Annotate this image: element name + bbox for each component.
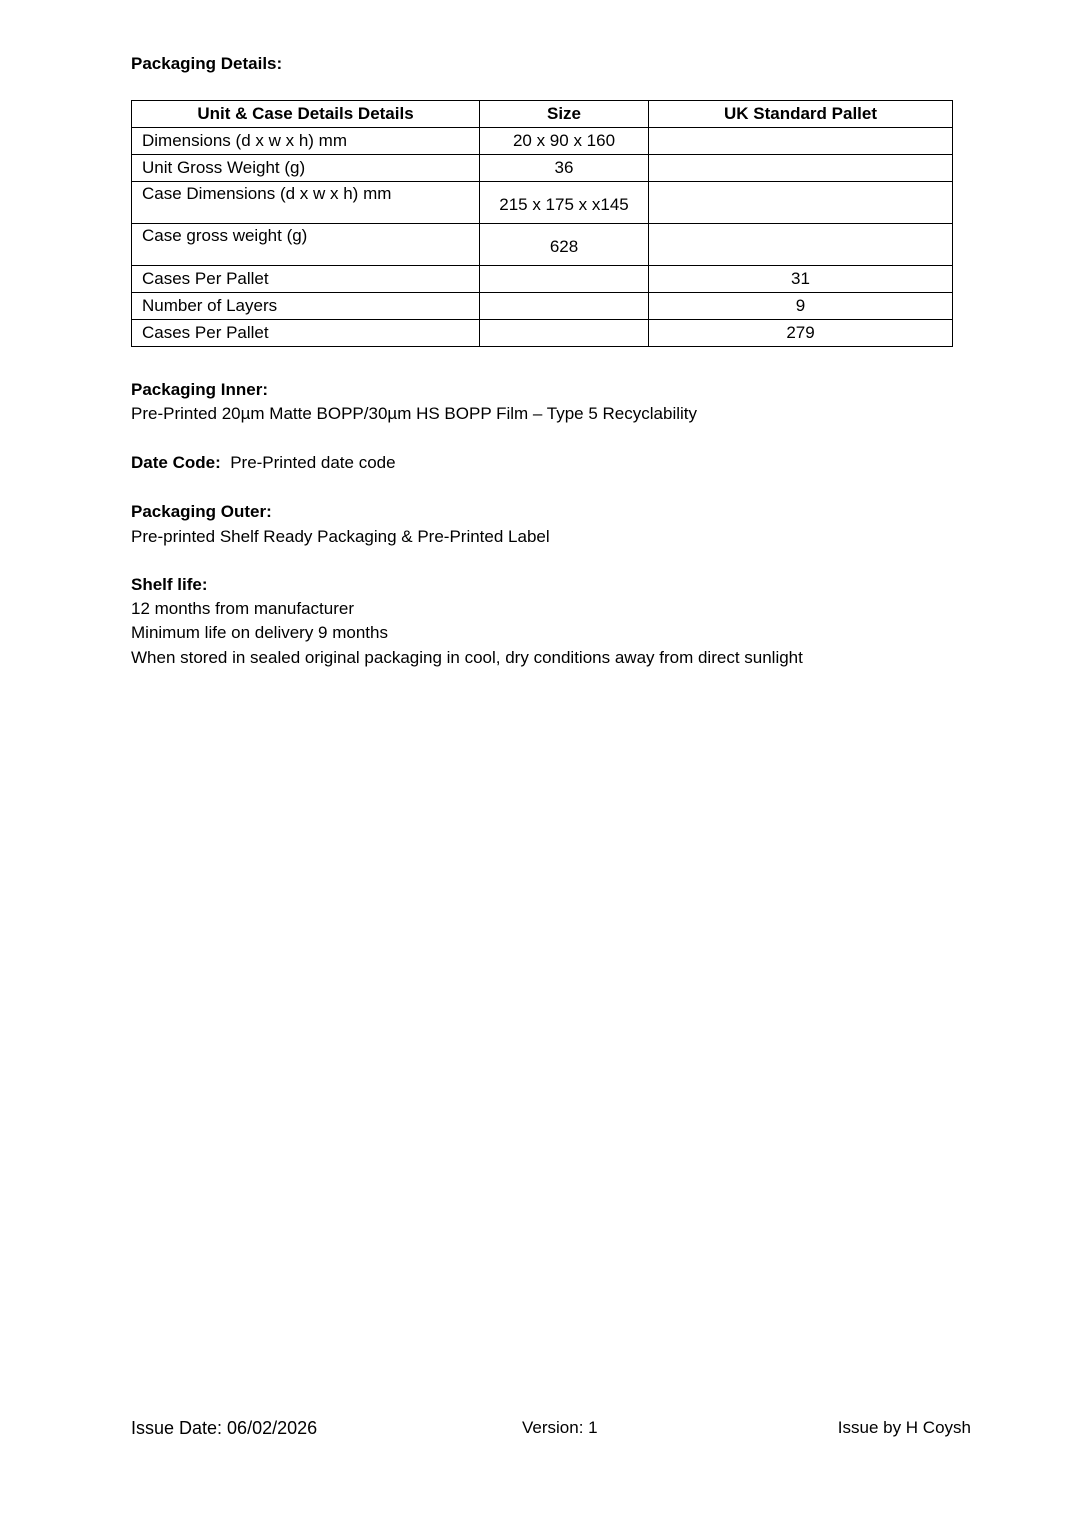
packaging-inner-heading: Packaging Inner: — [131, 380, 268, 399]
row-label: Number of Layers — [132, 293, 480, 320]
table-row — [132, 224, 953, 266]
row-size: 215 x 175 x x145 — [480, 182, 649, 224]
packaging-inner-text: Pre-Printed 20µm Matte BOPP/30µm HS BOPP Film – Type 5 Recyclability — [131, 404, 697, 423]
table-row — [132, 182, 953, 224]
date-code-heading: Date Code: — [131, 453, 221, 472]
row-size — [480, 266, 649, 293]
row-pallet: 31 — [649, 266, 953, 293]
table-row — [132, 128, 953, 155]
table-row — [132, 320, 953, 347]
packaging-outer-heading: Packaging Outer: — [131, 502, 272, 521]
row-pallet: 279 — [649, 320, 953, 347]
date-code-text: Pre-Printed date code — [230, 453, 396, 472]
shelf-life-line: Minimum life on delivery 9 months — [131, 623, 388, 642]
row-pallet: 9 — [649, 293, 953, 320]
footer-issue-date: Issue Date: 06/02/2026 — [131, 1418, 318, 1438]
date-code-line — [131, 451, 396, 475]
row-pallet — [649, 128, 953, 155]
table-row — [132, 155, 953, 182]
shelf-life-heading: Shelf life: — [131, 575, 208, 594]
page-title: Packaging Details: — [131, 54, 283, 73]
row-label: Dimensions (d x w x h) mm — [132, 128, 480, 155]
table-row — [132, 266, 953, 293]
footer-issued-by: Issue by H Coysh — [837, 1418, 971, 1437]
row-label: Unit Gross Weight (g) — [132, 155, 480, 182]
row-size — [480, 293, 649, 320]
row-size: 628 — [480, 224, 649, 266]
row-label: Cases Per Pallet — [132, 320, 480, 347]
row-size — [480, 320, 649, 347]
row-size: 36 — [480, 155, 649, 182]
table-header-row — [132, 101, 953, 128]
row-pallet — [649, 224, 953, 266]
row-label: Cases Per Pallet — [132, 266, 480, 293]
row-label: Case gross weight (g) — [132, 224, 480, 266]
column-header-pallet: UK Standard Pallet — [649, 101, 953, 128]
row-pallet — [649, 182, 953, 224]
column-header-size: Size — [480, 101, 649, 128]
column-header-details: Unit & Case Details Details — [132, 101, 480, 128]
row-pallet — [649, 155, 953, 182]
packaging-table — [131, 100, 953, 347]
shelf-life-line: 12 months from manufacturer — [131, 599, 354, 618]
shelf-life-line: When stored in sealed original packaging in cool, dry conditions away from direct sunlight — [131, 648, 803, 667]
packaging-outer-text: Pre-printed Shelf Ready Packaging & Pre-Printed Label — [131, 527, 550, 546]
row-size: 20 x 90 x 160 — [480, 128, 649, 155]
table-row — [132, 293, 953, 320]
footer-version: Version: 1 — [522, 1418, 598, 1437]
row-label: Case Dimensions (d x w x h) mm — [132, 182, 480, 224]
